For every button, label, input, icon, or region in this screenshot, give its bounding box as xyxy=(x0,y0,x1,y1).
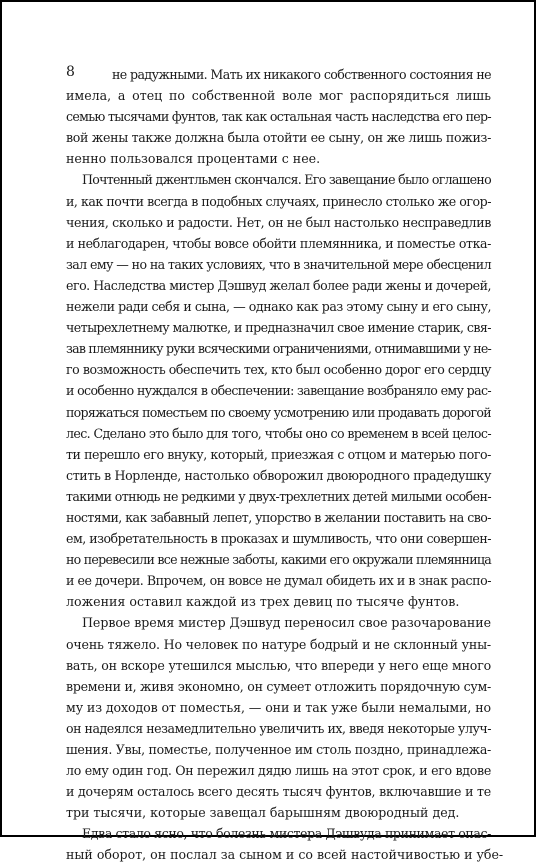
text-line: и, как почти всегда в подобных случаях, принесло столько же огор- xyxy=(66,193,491,209)
text-line: ем, изобретательность в проказах и шумливость, что они совершен- xyxy=(66,531,491,547)
text-line: вать, он вскоре утешился мыслью, что впереди у него еще много xyxy=(66,657,491,673)
text-line: ненно пользовался процентами с нее. xyxy=(66,151,321,167)
text-line: чения, сколько и радости. Нет, он не был настолько несправедлив xyxy=(66,214,491,230)
text-line: нежели ради себя и сына, — однако как раз этому сыну и его сыну, xyxy=(66,299,491,315)
text-line: такими отнюдь не редкими у двух-трехлетних детей милыми особен- xyxy=(66,488,491,504)
text-line: го возможность обеспечить тех, кто был особенно дорог его сердцу xyxy=(66,362,491,378)
text-line: очень тяжело. Но человек по натуре бодрый и не склонный уны- xyxy=(66,636,491,652)
text-line: семью тысячами фунтов, так как остальная часть наследства его пер- xyxy=(66,109,491,125)
paragraph xyxy=(66,823,504,865)
text-line: и дочерям осталось всего десять тысяч фунтов, включавшие и те xyxy=(66,784,491,800)
text-line: Первое время мистер Дэшвуд переносил свое разочарование xyxy=(82,615,491,631)
text-line: он надеялся незамедлительно увеличить их, введя некоторые улуч- xyxy=(66,720,491,736)
text-line: четырехлетнему малютке, и предназначил свое имение старик, свя- xyxy=(66,320,491,336)
body-text xyxy=(66,64,504,866)
text-line: ти перешло его внуку, который, приезжая с отцом и матерью пого- xyxy=(66,446,491,462)
text-line: не радужными. Мать их никакого собственного состояния не xyxy=(112,67,491,82)
text-line: ностями, как забавный лепет, упорство в желании поставить на сво- xyxy=(66,509,491,525)
text-line: времени и, живя экономно, он сумеет отложить порядочную сум- xyxy=(66,678,491,694)
text-line: зав племяннику руки всяческими ограничениями, отнимавшими у не- xyxy=(66,341,491,357)
text-line: стить в Норленде, настолько обворожил двоюродного прадедушку xyxy=(66,467,491,483)
text-line: зал ему — но на таких условиях, что в значительной мере обесценил xyxy=(66,256,491,272)
text-line: ный оборот, он послал за сыном и со всей настойчивостью и убе- xyxy=(66,847,504,863)
paragraph xyxy=(66,612,491,823)
text-line: поряжаться поместьем по своему усмотрению или продавать дорогой xyxy=(66,404,491,420)
text-line: шения. Увы, поместье, полученное им столь поздно, принадлежа- xyxy=(66,742,491,757)
text-line: но перевесили все нежные заботы, какими его окружали племянница xyxy=(66,552,491,568)
text-line: имела, а отец по собственной воле мог распорядиться лишь xyxy=(66,88,491,104)
text-line: три тысячи, которые завещал барышням двоюродный дед. xyxy=(66,805,460,821)
text-line: и ее дочери. Впрочем, он вовсе не думал обидеть их и в знак распо- xyxy=(66,573,491,589)
text-line: Почтенный джентльмен скончался. Его завещание было оглашено xyxy=(82,172,491,188)
text-line: и неблагодарен, чтобы вовсе обойти племянника, и поместье отка- xyxy=(66,235,491,251)
text-line: вой жены также должна была отойти ее сыну, он же лишь пожиз- xyxy=(66,130,491,146)
text-line: его. Наследства мистер Дэшвуд желал более ради жены и дочерей, xyxy=(66,277,491,293)
text-line: Едва стало ясно, что болезнь мистера Дэшвуда принимает опас- xyxy=(82,826,491,842)
text-line: ло ему один год. Он пережил дядю лишь на этот срок, и его вдове xyxy=(66,763,491,779)
text-line: лес. Сделано это было для того, чтобы оно со временем в всей целос- xyxy=(66,425,491,441)
paragraph xyxy=(66,64,491,169)
text-line: и особенно нуждался в обеспечении: завещание возбраняло ему рас- xyxy=(66,383,491,399)
page-number: 8 xyxy=(66,64,75,80)
paragraph xyxy=(66,169,491,612)
text-line: ложения оставил каждой из трех девиц по тысяче фунтов. xyxy=(66,594,460,610)
text-line: му из доходов от поместья, — они и так уже были немалыми, но xyxy=(66,699,491,715)
